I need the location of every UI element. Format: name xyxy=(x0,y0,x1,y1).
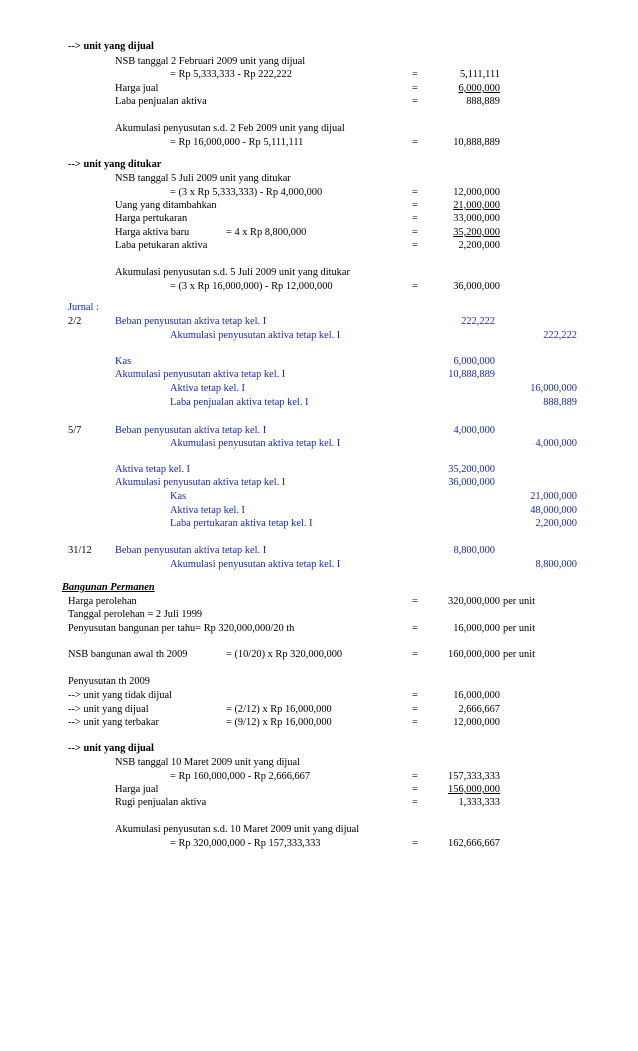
bangunan-heading: Bangunan Permanen xyxy=(62,582,155,593)
equals-sign: = xyxy=(412,281,418,292)
equals-sign: = xyxy=(412,187,418,198)
jurnal-credit-account: Akumulasi penyusutan aktiva tetap kel. I xyxy=(170,559,341,570)
jurnal-credit-amount: 21,000,000 xyxy=(530,491,577,502)
jurnal-debit-account: Beban penyusutan aktiva tetap kel. I xyxy=(115,316,267,327)
per-unit-label: per unit xyxy=(503,596,536,607)
harga-pertukaran-label: Harga pertukaran xyxy=(115,213,188,224)
jurnal-debit-account: Akumulasi penyusutan aktiva tetap kel. I xyxy=(115,477,286,488)
akumulasi-value: 162,666,667 xyxy=(448,838,500,849)
nsb-label: NSB tanggal 5 Juli 2009 unit yang ditukar xyxy=(115,173,291,184)
harga-jual-value: 156,000,000 xyxy=(448,784,500,795)
jurnal-credit-amount: 16,000,000 xyxy=(530,383,577,394)
equals-sign: = xyxy=(412,704,418,715)
equals-sign: = xyxy=(412,69,418,80)
equals-sign: = xyxy=(412,96,418,107)
nsb-calc: = (3 x Rp 5,333,333) - Rp 4,000,000 xyxy=(170,187,323,198)
nsb-awal-calc: = (10/20) x Rp 320,000,000 xyxy=(226,649,343,660)
unit-tidak-dijual-label: --> unit yang tidak dijual xyxy=(68,690,172,701)
unit-terbakar-value: 12,000,000 xyxy=(453,717,500,728)
jurnal-credit-account: Aktiva tetap kel. I xyxy=(170,505,246,516)
laba-value: 888,889 xyxy=(466,96,500,107)
jurnal-date: 2/2 xyxy=(68,316,82,327)
nsb-calc: = Rp 5,333,333 - Rp 222,222 xyxy=(170,69,292,80)
harga-pertukaran-value: 33,000,000 xyxy=(453,213,500,224)
laba-label: Laba penjualan aktiva xyxy=(115,96,207,107)
equals-sign: = xyxy=(412,137,418,148)
jurnal-debit-amount: 10,888,889 xyxy=(448,369,495,380)
equals-sign: = xyxy=(412,690,418,701)
jurnal-debit-amount: 35,200,000 xyxy=(448,464,495,475)
harga-jual-value: 6,000,000 xyxy=(458,83,500,94)
nsb-value: 157,333,333 xyxy=(448,771,500,782)
section-heading-unit-dijual: --> unit yang dijual xyxy=(68,743,154,754)
jurnal-credit-amount: 4,000,000 xyxy=(535,438,577,449)
equals-sign: = xyxy=(412,717,418,728)
penyusutan-label: Penyusutan bangunan per tahu= Rp 320,000,000/20 th xyxy=(68,623,295,634)
jurnal-credit-account: Laba pertukaran aktiva tetap kel. I xyxy=(170,518,313,529)
jurnal-credit-amount: 222,222 xyxy=(543,330,577,341)
jurnal-debit-amount: 222,222 xyxy=(461,316,495,327)
equals-sign: = xyxy=(412,240,418,251)
jurnal-debit-account: Aktiva tetap kel. I xyxy=(115,464,191,475)
equals-sign: = xyxy=(412,83,418,94)
jurnal-credit-account: Laba penjualan aktiva tetap kel. I xyxy=(170,397,309,408)
unit-tidak-dijual-value: 16,000,000 xyxy=(453,690,500,701)
nsb-value: 5,111,111 xyxy=(459,69,500,80)
harga-jual-label: Harga jual xyxy=(115,784,159,795)
akumulasi-calc: = Rp 16,000,000 - Rp 5,111,111 xyxy=(170,137,304,148)
jurnal-credit-account: Akumulasi penyusutan aktiva tetap kel. I xyxy=(170,330,341,341)
jurnal-credit-amount: 48,000,000 xyxy=(530,505,577,516)
jurnal-credit-amount: 2,200,000 xyxy=(535,518,577,529)
per-unit-label: per unit xyxy=(503,649,536,660)
harga-perolehan-value: 320,000,000 xyxy=(448,596,500,607)
equals-sign: = xyxy=(412,797,418,808)
nsb-label: NSB tanggal 10 Maret 2009 unit yang dijual xyxy=(115,757,300,768)
jurnal-credit-account: Kas xyxy=(170,491,187,502)
unit-dijual-calc: = (2/12) x Rp 16,000,000 xyxy=(226,704,332,715)
harga-perolehan-label: Harga perolehan xyxy=(68,596,137,607)
unit-dijual-label: --> unit yang dijual xyxy=(68,704,149,715)
aktiva-baru-value: 35,200,000 xyxy=(453,227,500,238)
harga-jual-label: Harga jual xyxy=(115,83,159,94)
jurnal-debit-amount: 36,000,000 xyxy=(448,477,495,488)
rugi-value: 1,333,333 xyxy=(458,797,500,808)
penyusutan-value: 16,000,000 xyxy=(453,623,500,634)
jurnal-debit-account: Beban penyusutan aktiva tetap kel. I xyxy=(115,545,267,556)
section-heading-unit-dijual: --> unit yang dijual xyxy=(68,41,154,52)
laba-value: 2,200,000 xyxy=(458,240,500,251)
jurnal-credit-account: Akumulasi penyusutan aktiva tetap kel. I xyxy=(170,438,341,449)
akumulasi-label: Akumulasi penyusutan s.d. 5 Juli 2009 unit yang ditukar xyxy=(115,267,350,278)
jurnal-date: 5/7 xyxy=(68,425,82,436)
akumulasi-label: Akumulasi penyusutan s.d. 2 Feb 2009 unit yang dijual xyxy=(115,123,345,134)
akumulasi-calc: = Rp 320,000,000 - Rp 157,333,333 xyxy=(170,838,321,849)
nsb-value: 12,000,000 xyxy=(453,187,500,198)
akumulasi-calc: = (3 x Rp 16,000,000) - Rp 12,000,000 xyxy=(170,281,333,292)
equals-sign: = xyxy=(412,623,418,634)
equals-sign: = xyxy=(412,213,418,224)
jurnal-debit-amount: 4,000,000 xyxy=(453,425,495,436)
equals-sign: = xyxy=(412,200,418,211)
aktiva-baru-calc: = 4 x Rp 8,800,000 xyxy=(226,227,307,238)
laba-label: Laba petukaran aktiva xyxy=(115,240,208,251)
nsb-calc: = Rp 160,000,000 - Rp 2,666,667 xyxy=(170,771,311,782)
rugi-label: Rugi penjualan aktiva xyxy=(115,797,207,808)
jurnal-debit-amount: 8,800,000 xyxy=(453,545,495,556)
equals-sign: = xyxy=(412,784,418,795)
jurnal-debit-amount: 6,000,000 xyxy=(453,356,495,367)
jurnal-debit-account: Akumulasi penyusutan aktiva tetap kel. I xyxy=(115,369,286,380)
jurnal-title: Jurnal : xyxy=(68,302,99,313)
akumulasi-value: 10,888,889 xyxy=(453,137,500,148)
uang-label: Uang yang ditambahkan xyxy=(115,200,217,211)
uang-value: 21,000,000 xyxy=(453,200,500,211)
equals-sign: = xyxy=(412,838,418,849)
nsb-awal-value: 160,000,000 xyxy=(448,649,500,660)
section-heading-unit-ditukar: --> unit yang ditukar xyxy=(68,159,162,170)
jurnal-date: 31/12 xyxy=(68,545,92,556)
nsb-awal-label: NSB bangunan awal th 2009 xyxy=(68,649,188,660)
unit-terbakar-label: --> unit yang terbakar xyxy=(68,717,159,728)
equals-sign: = xyxy=(412,227,418,238)
per-unit-label: per unit xyxy=(503,623,536,634)
tanggal-perolehan: Tanggal perolehan = 2 Juli 1999 xyxy=(68,609,203,620)
jurnal-credit-amount: 888,889 xyxy=(543,397,577,408)
equals-sign: = xyxy=(412,771,418,782)
aktiva-baru-label: Harga aktiva baru xyxy=(115,227,190,238)
jurnal-credit-account: Aktiva tetap kel. I xyxy=(170,383,246,394)
jurnal-credit-amount: 8,800,000 xyxy=(535,559,577,570)
akumulasi-value: 36,000,000 xyxy=(453,281,500,292)
jurnal-debit-account: Beban penyusutan aktiva tetap kel. I xyxy=(115,425,267,436)
jurnal-debit-account: Kas xyxy=(115,356,132,367)
unit-terbakar-calc: = (9/12) x Rp 16,000,000 xyxy=(226,717,332,728)
penyusutan-2009-label: Penyusutan th 2009 xyxy=(68,676,150,687)
equals-sign: = xyxy=(412,649,418,660)
nsb-label: NSB tanggal 2 Februari 2009 unit yang dijual xyxy=(115,56,306,67)
akumulasi-label: Akumulasi penyusutan s.d. 10 Maret 2009 unit yang dijual xyxy=(115,824,360,835)
equals-sign: = xyxy=(412,596,418,607)
unit-dijual-value: 2,666,667 xyxy=(458,704,500,715)
